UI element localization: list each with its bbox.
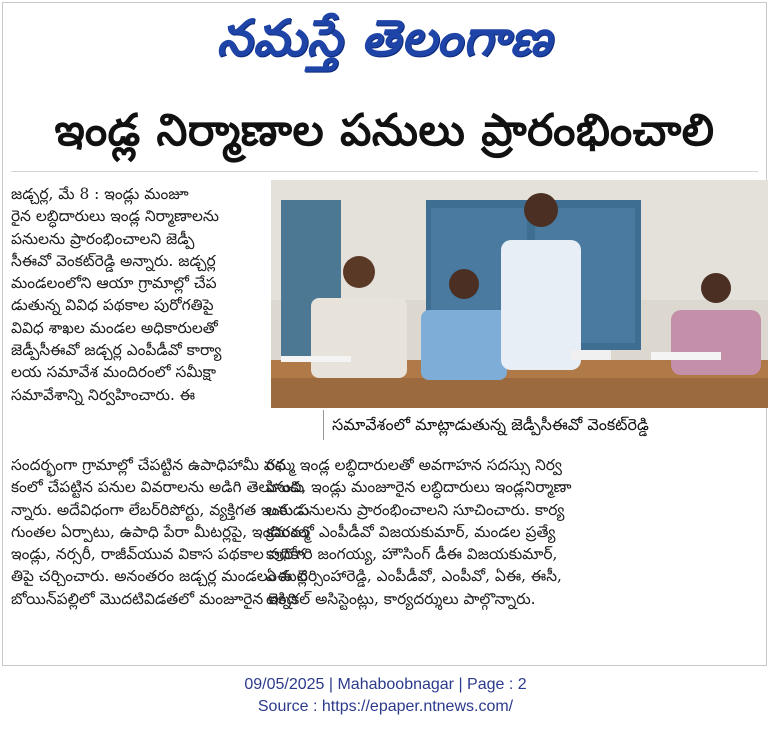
body-line: రమ్మ ఇండ్ల లబ్ధిదారులతో అవగాహన సదస్సు నిర్వ [266,456,562,474]
body-line: హించి, ఇండ్లు మంజూరైన లబ్ధిదారులు ఇండ్లనిర్మాణా [266,478,572,497]
body-line: ఏఈ నర్సింహారెడ్డి, ఎంపీడీవో, ఎంపీవో, ఏఈ, ఈసీ, [266,567,562,586]
body-line: న్నారు. అదేవిధంగా లేబర్‌రిపోర్టు, వ్యక్తిగత ఇంకుడు [11,500,310,519]
article-body-bottom-left [11,454,311,610]
divider [11,171,758,172]
body-line: లయ సమావేశ మందిరంలో సమీక్షా [11,363,216,382]
body-line: క్రమంలో ఎంపీడీవో విజయకుమార్, మండల ప్రత్యే [266,522,556,541]
body-line: గుంతల ఏర్పాటు, ఉపాధి పేరా మీటర్లపై, ఇందిరమ్మ [11,522,311,541]
masthead-logo: నమస్తే తెలంగాణ [216,9,553,67]
body-line: టెక్నికల్ అసిస్టెంట్లు, కార్యదర్శులు పాల్గొన్నారు. [266,589,536,608]
news-clipping [2,2,767,666]
body-line: జెడ్పీసీఈవో జడ్చర్ల ఎంపీడీవో కార్యా [11,341,222,360]
body-line: బోయిన్‌పల్లిలో మొదటివిడతలో మంజూరైన ఇంది [11,589,298,608]
body-line: సమావేశాన్ని నిర్వహించారు. ఈ [11,385,196,404]
meeting-photo [271,180,768,408]
body-line: డుతున్న వివిధ పథకాల పురోగతిపై [11,296,214,315]
body-line: సీఈవో వెంకట్‌రెడ్డి అన్నారు. జడ్చర్ల [11,251,216,270]
body-line: సందర్భంగా గ్రామాల్లో చేపట్టిన ఉపాధిహామీ పథ [11,456,286,474]
body-line: రైన లబ్ధిదారులు ఇండ్ల నిర్మాణాలను [11,207,219,226]
body-line: లను పనులను ప్రారంభించాలని సూచించారు. కార్య [266,500,565,519]
article-photo-block [271,180,768,448]
body-line: పనులను ప్రారంభించాలని జెడ్పీ [11,229,195,248]
photo-caption: సమావేశంలో మాట్లాడుతున్న జెడ్పీసీఈవో వెంకట్‌రెడ్డి [323,410,657,440]
body-line: ఇండ్లు, నర్సరీ, రాజీవ్‌యువ వికాస పథకాల పురోగ [11,545,306,564]
body-line: వివిధ శాఖల మండల అధికారులతో [11,318,218,337]
article-headline: ఇండ్ల నిర్మాణాల పనులు ప్రారంభించాలి [54,105,715,156]
article-body-left [11,183,263,406]
body-line: కంలో చేపట్టిన పనుల వివరాలను అడిగి తెలుసుకు [11,478,305,497]
body-line: తిపై చర్చించారు. అనంతరం జడ్చర్ల మండలం మల్లె [11,567,308,586]
body-line: కాధికారి జంగయ్య, హౌసింగ్ డీఈ విజయకుమార్, [266,545,558,564]
article-body-bottom-right [266,454,758,610]
footer-source: Source : https://epaper.ntnews.com/ [257,698,514,715]
body-line: జడ్చర్ల, మే 8 : ఇండ్లు మంజూ [11,185,189,203]
footer-dateline: 09/05/2025 | Mahaboobnagar | Page : 2 [244,676,527,693]
body-line: మండలంలోని ఆయా గ్రామాల్లో చేప [11,274,217,293]
